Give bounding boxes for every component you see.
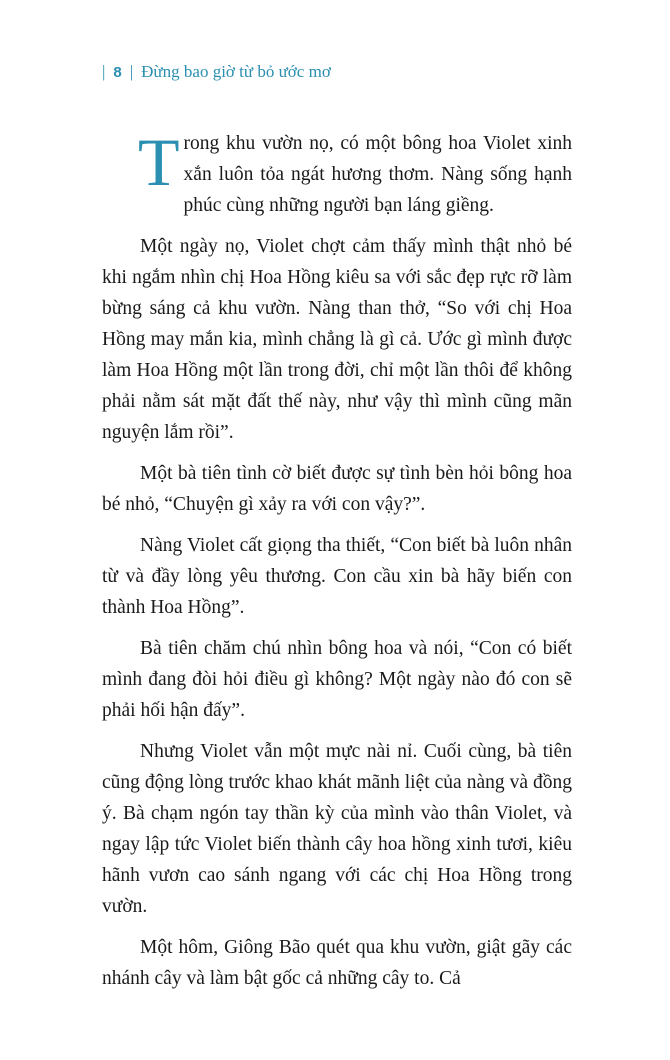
header-separator: | bbox=[102, 62, 106, 81]
body-text bbox=[102, 124, 572, 1004]
paragraph-7: Một hôm, Giông Bão quét qua khu vườn, giật gãy các nhánh cây và làm bật gốc cả những cây to. Cả bbox=[102, 937, 572, 989]
running-header bbox=[102, 62, 331, 82]
paragraph-3: Một bà tiên tình cờ biết được sự tình bèn hỏi bông hoa bé nhỏ, “Chuyện gì xảy ra với con vậy?”. bbox=[102, 463, 572, 515]
drop-cap: T bbox=[138, 124, 180, 200]
page-number: 8 bbox=[113, 64, 122, 81]
paragraph-1 bbox=[102, 124, 572, 221]
paragraph-4: Nàng Violet cất giọng tha thiết, “Con biết bà luôn nhân từ và đầy lòng yêu thương. Con cầu xin bà hãy biến con thành Hoa Hồng”. bbox=[102, 535, 572, 618]
paragraph-1-text: rong khu vườn nọ, có một bông hoa Violet xinh xắn luôn tỏa ngát hương thơm. Nàng sống hạnh phúc cùng những người bạn láng giềng. bbox=[183, 133, 572, 216]
paragraph-2: Một ngày nọ, Violet chợt cảm thấy mình thật nhỏ bé khi ngắm nhìn chị Hoa Hồng kiêu sa với sắc đẹp rực rỡ làm bừng sáng cả khu vườn. Nàng than thở, “So với chị Hoa Hồng may mắn kia, mình chẳng là gì cả. Ước gì mình được làm Hoa Hồng một lần trong đời, chỉ một lần thôi để không phải nằm sát mặt đất thế này, như vậy thì mình cũng mãn nguyện lắm rồi”. bbox=[102, 236, 572, 443]
paragraph-6: Nhưng Violet vẫn một mực nài nỉ. Cuối cùng, bà tiên cũng động lòng trước khao khát mãnh liệt của nàng và đồng ý. Bà chạm ngón tay thần kỳ của mình vào thân Violet, và ngay lập tức Violet biến thành cây hoa hồng xinh tươi, kiêu hãnh vươn cao sánh ngang với các chị Hoa Hồng trong vườn. bbox=[102, 741, 572, 917]
header-separator: | bbox=[129, 62, 134, 81]
paragraph-5: Bà tiên chăm chú nhìn bông hoa và nói, “Con có biết mình đang đòi hỏi điều gì không? Một ngày nào đó con sẽ phải hối hận đấy”. bbox=[102, 638, 572, 721]
running-title: Đừng bao giờ từ bỏ ước mơ bbox=[141, 62, 331, 81]
